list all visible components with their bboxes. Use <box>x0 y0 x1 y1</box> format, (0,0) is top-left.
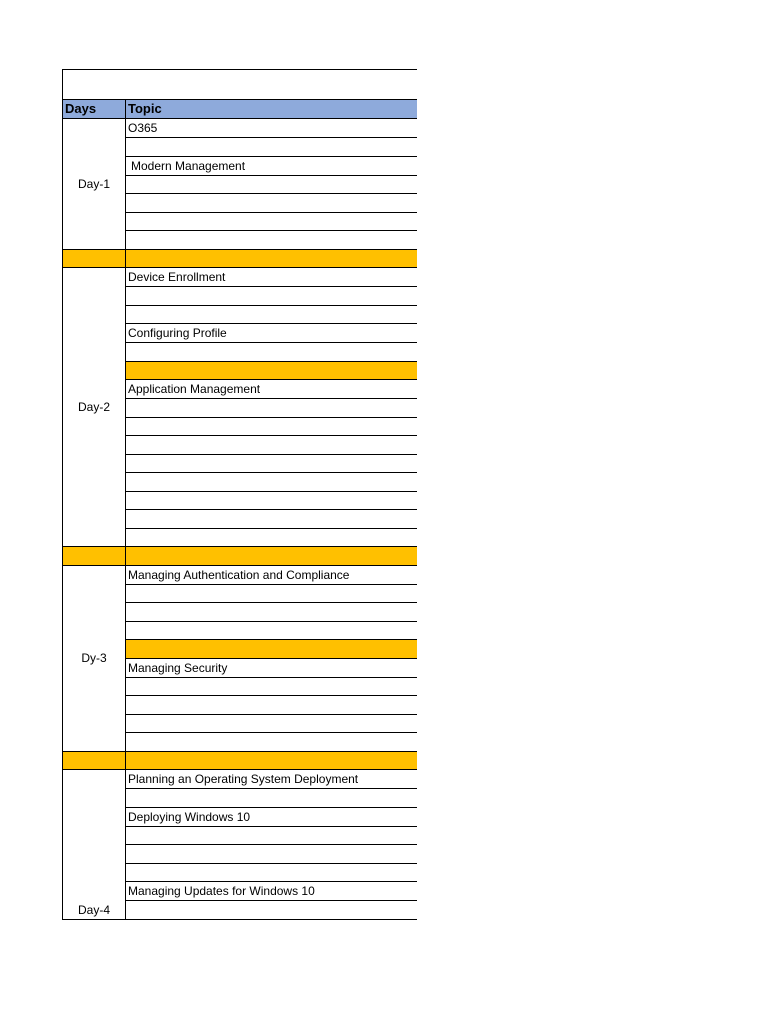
topic-cell[interactable] <box>126 696 418 715</box>
topic-cell[interactable] <box>126 901 418 920</box>
topic-cell[interactable] <box>126 845 418 864</box>
topic-cell[interactable] <box>126 231 418 250</box>
topic-cell[interactable]: Managing Security <box>126 658 418 677</box>
topic-cell[interactable]: Planning an Operating System Deployment <box>126 770 418 789</box>
break-cell[interactable] <box>126 751 418 770</box>
topic-cell[interactable] <box>126 287 418 306</box>
topic-cell[interactable] <box>126 584 418 603</box>
break-row <box>63 547 418 566</box>
break-cell[interactable] <box>63 547 126 566</box>
topic-cell[interactable]: O365 <box>126 119 418 138</box>
break-cell[interactable] <box>63 751 126 770</box>
table-row <box>63 770 418 789</box>
spreadsheet <box>62 69 417 954</box>
topic-cell[interactable] <box>126 491 418 510</box>
break-row <box>63 751 418 770</box>
topic-cell[interactable] <box>126 343 418 362</box>
topic-cell[interactable] <box>126 436 418 455</box>
topic-cell[interactable] <box>126 621 418 640</box>
topic-cell[interactable] <box>126 175 418 194</box>
topic-cell[interactable] <box>126 603 418 622</box>
topic-cell[interactable]: Modern Management <box>126 156 418 175</box>
topic-cell[interactable] <box>126 826 418 845</box>
table-row <box>63 119 418 138</box>
topic-cell[interactable]: Configuring Profile <box>126 324 418 343</box>
topic-cell[interactable] <box>126 510 418 529</box>
break-cell[interactable] <box>126 361 418 380</box>
topic-header[interactable]: Topic <box>126 100 418 119</box>
topic-cell[interactable] <box>126 528 418 547</box>
topic-cell[interactable] <box>126 454 418 473</box>
day-cell[interactable]: Day-1 <box>63 119 126 250</box>
days-header[interactable]: Days <box>63 100 126 119</box>
topic-cell[interactable] <box>126 733 418 752</box>
topic-cell[interactable] <box>126 417 418 436</box>
topic-cell[interactable] <box>126 194 418 213</box>
topic-cell[interactable] <box>126 714 418 733</box>
break-cell[interactable] <box>126 547 418 566</box>
break-row <box>63 249 418 268</box>
topic-cell[interactable] <box>126 212 418 231</box>
topic-cell[interactable] <box>126 863 418 882</box>
topic-cell[interactable]: Managing Authentication and Compliance <box>126 565 418 584</box>
header-row <box>63 100 418 119</box>
topic-cell[interactable]: Device Enrollment <box>126 268 418 287</box>
topic-cell[interactable] <box>126 789 418 808</box>
topic-cell[interactable] <box>126 138 418 157</box>
table-row <box>63 268 418 287</box>
day-cell[interactable]: Dy-3 <box>63 565 126 751</box>
topic-cell[interactable]: Deploying Windows 10 <box>126 807 418 826</box>
topic-cell[interactable]: Managing Updates for Windows 10 <box>126 882 418 901</box>
topic-cell[interactable] <box>126 399 418 418</box>
break-cell[interactable] <box>126 640 418 659</box>
table-row <box>63 565 418 584</box>
break-cell[interactable] <box>63 249 126 268</box>
topic-cell[interactable] <box>126 677 418 696</box>
day-cell[interactable]: Day-4 <box>63 770 126 920</box>
day-cell[interactable]: Day-2 <box>63 268 126 547</box>
topic-cell[interactable]: Application Management <box>126 380 418 399</box>
topic-cell[interactable] <box>126 473 418 492</box>
break-cell[interactable] <box>126 249 418 268</box>
topic-cell[interactable] <box>126 305 418 324</box>
title-cell[interactable] <box>62 69 417 99</box>
agenda-table <box>62 99 417 920</box>
